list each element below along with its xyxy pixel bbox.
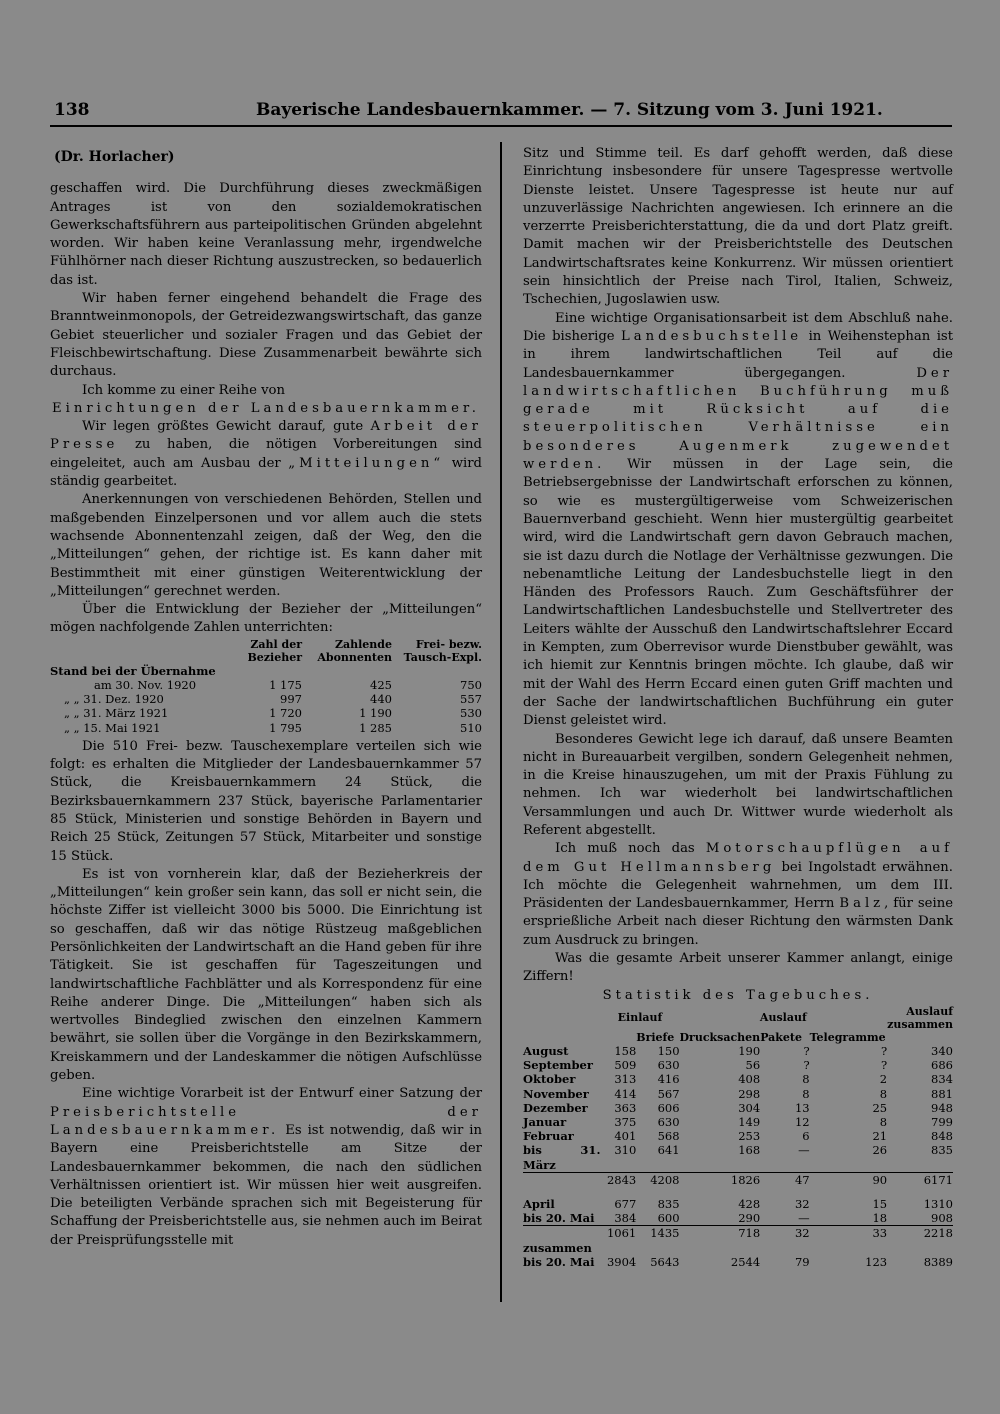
table-row (523, 1211, 953, 1226)
table-cell: ? (803, 1043, 810, 1058)
table-cell: 90 (810, 1172, 887, 1187)
table-cell: 79 (794, 1254, 810, 1269)
table-cell: 12 (794, 1114, 810, 1129)
table-cell: 428 (738, 1196, 761, 1211)
table-cell: ? (803, 1058, 810, 1073)
table-cell: — (798, 1211, 810, 1226)
table-cell: 190 (738, 1043, 761, 1058)
table-cell: 677 (614, 1196, 637, 1211)
table-subheader: Telegramme (809, 1030, 886, 1044)
table-cell: 2 (879, 1072, 888, 1087)
table-cell: 15 (872, 1196, 888, 1211)
table-cell: 408 (738, 1072, 761, 1087)
table-cell: 5643 (650, 1254, 680, 1269)
row-label: September (523, 1058, 593, 1073)
speaker-name: (Dr. Horlacher) (54, 149, 175, 165)
table-cell: 1061 (600, 1226, 636, 1241)
table-title: Statistik des Tagebuches. (602, 987, 874, 1003)
table-cell: 630 (657, 1114, 680, 1129)
table-subheader: Pakete (760, 1030, 802, 1044)
table-cell: 416 (657, 1072, 680, 1087)
table-cell: 509 (614, 1058, 637, 1073)
table-cell: ? (880, 1043, 888, 1058)
section-heading: Einrichtungen der Landesbauernkammer. (52, 400, 480, 416)
table-row (523, 1044, 953, 1058)
table-cell: 168 (738, 1143, 761, 1158)
table-cell: 384 (614, 1211, 637, 1226)
table-subtotal-row (523, 1226, 953, 1241)
table-stub-head: Stand bei der Übernahme (50, 663, 216, 678)
page-number: 138 (54, 100, 90, 120)
table-cell: 150 (657, 1043, 680, 1058)
table-cell: 21 (872, 1129, 888, 1144)
row-label: bis 20. Mai (523, 1211, 595, 1226)
table-cell: 313 (614, 1072, 637, 1087)
table-cell: 375 (614, 1114, 637, 1129)
row-label: August (523, 1043, 569, 1058)
table-cell: 33 (810, 1226, 887, 1241)
table-header: Zahl der Bezieher (247, 637, 302, 664)
table-header: Einlauf (617, 1011, 663, 1025)
table-cell: 1435 (636, 1226, 679, 1241)
paragraph: Ich komme zu einer Reihe von (82, 382, 285, 398)
table-cell: 18 (872, 1211, 888, 1226)
table-cell: 25 (872, 1100, 888, 1115)
row-label: April (523, 1196, 555, 1211)
paragraph: Was die gesamte Arbeit unserer Kammer anlangt, einige Ziffern! (523, 951, 953, 985)
table-cell: 401 (614, 1129, 637, 1144)
table-cell: 948 (931, 1100, 953, 1115)
table-cell: 835 (931, 1143, 953, 1158)
row-label: Januar (523, 1114, 567, 1129)
table-cell: 56 (745, 1058, 761, 1073)
table-cell: 47 (760, 1172, 809, 1187)
row-label (523, 1226, 600, 1241)
table-cell: 32 (760, 1226, 809, 1241)
table-cell: 600 (657, 1211, 680, 1226)
table-cell: 4208 (636, 1172, 679, 1187)
table-cell: 1310 (923, 1196, 953, 1211)
header-rule (50, 125, 952, 127)
table-cell: 26 (872, 1143, 888, 1158)
table-cell: 158 (614, 1043, 637, 1058)
table-cell: — (798, 1143, 810, 1158)
table-cell: 606 (657, 1100, 680, 1115)
paragraph: geschaffen wird. Die Durchführung dieses zweckmäßigen Antrages ist von den sozialdemokratischen Gewerkschaftsführern aus parteipolitischen Gründen abgelehnt worden. Wir haben keine Veranlassung mehr, irgendwelche Fühlhörner nach dieser Richtung auszustrecken, so bedauerlich das ist. (50, 181, 482, 288)
table-header: Auslauf zusammen (887, 1004, 953, 1031)
table-cell: ? (880, 1058, 888, 1073)
running-title: Bayerische Landesbauernkammer. — 7. Sitzung vom 3. Juni 1921. (256, 100, 883, 120)
row-label: Dezember (523, 1100, 588, 1115)
paragraph: Ich muß noch das Motorschaupflügen auf dem Gut Hellmannsberg bei Ingolstadt erwähnen. Ich möchte die Gelegenheit wahrnehmen, um dem III. Präsidenten der Landesbauernkammer, Herrn Balz, für seine ersprießliche Arbeit nach dieser Richtung den wärmsten Dank zum Ausdruck zu bringen. (523, 841, 953, 948)
row-label: November (523, 1086, 589, 1101)
table-row (523, 1087, 953, 1101)
table-cell: 298 (738, 1086, 761, 1101)
paragraph: Wir legen größtes Gewicht darauf, gute Arbeit der Presse zu haben, die nötigen Vorbereitungen sind eingeleitet, auch am Ausbau der „Mitteilungen“ wird ständig gearbeitet. (50, 419, 482, 490)
column-divider (500, 142, 502, 1302)
paragraph: Besonderes Gewicht lege ich darauf, daß unsere Beamten nicht in Bureauarbeit vergilben, sondern Gelegenheit nehmen, in die Kreise hinauszugehen, um mit der Praxis Fühlung zu nehmen. Ich war wiederholt bei landwirtschaftlichen Versammlungen und auch Dr. Wittwer wurde wiederholt als Referent abgestellt. (523, 731, 953, 838)
table-total-row (523, 1255, 953, 1269)
table-cell: 149 (738, 1114, 761, 1129)
table-row (523, 1058, 953, 1072)
paragraph: Anerkennungen von verschiedenen Behörden, Stellen und maßgebenden Einzelpersonen und vor allem auch die stets wachsende Abonnentenzahl zeigen, daß der Weg, den die „Mitteilungen“ gehen, der richtige ist. Es kann daher mit Bestimmtheit mit einer günstigen Weiterentwicklung der „Mitteilungen“ gerechnet werden. (50, 492, 482, 599)
row-label: bis 20. Mai (523, 1254, 595, 1269)
table-row (523, 1197, 953, 1211)
paragraph: Die 510 Frei- bezw. Tauschexemplare verteilen sich wie folgt: es erhalten die Mitglieder der Landesbauernkammer 57 Stück, die Kreisbauernkammern 24 Stück, die Bezirksbauernkammern 237 Stück, bayerische Parlamentarier 85 Stück, Ministerien und sonstige Behörden in Bayern und Reich 25 Stück, Zeitungen 57 Stück, Mitarbeiter und sonstige 15 Stück. (50, 738, 482, 864)
table-row: „ „ 15. Mai 1921 1 795 1 285 510 (64, 720, 482, 735)
table-cell: 2843 (600, 1172, 636, 1187)
table-cell: 834 (931, 1072, 953, 1087)
table-row (523, 1115, 953, 1129)
table-header: Zahlende Abonnenten (317, 637, 392, 664)
table-subtotal-row (523, 1172, 953, 1187)
table-cell: 568 (657, 1129, 680, 1144)
table-cell: 253 (738, 1129, 761, 1144)
table-cell: 8389 (923, 1254, 953, 1269)
table-cell: 835 (657, 1196, 680, 1211)
paragraph: Wir haben ferner eingehend behandelt die Frage des Branntweinmonopols, der Getreidezwangswirtschaft, das ganze Gebiet steuerlicher und sozialer Fragen und das Gebiet der Fleischbewirtschaftung. Diese Zusammenarbeit bewährte sich durchaus. (50, 291, 482, 380)
diary-statistics-table (523, 1005, 953, 1269)
table-cell: 686 (931, 1058, 953, 1073)
table-cell: 304 (738, 1100, 761, 1115)
table-row (523, 1143, 953, 1172)
row-label: Februar (523, 1129, 574, 1144)
subscriber-table (50, 638, 482, 735)
table-header: Frei- bezw. Tausch-Expl. (403, 637, 482, 664)
table-cell: 13 (794, 1100, 810, 1115)
table-row (523, 1101, 953, 1115)
paragraph: Über die Entwicklung der Bezieher der „Mitteilungen“ mögen nachfolgende Zahlen unterrichten: (50, 602, 482, 636)
right-column (523, 145, 953, 1269)
table-cell: 2544 (730, 1254, 761, 1269)
table-subheader: Briefe (636, 1030, 675, 1044)
table-cell: 123 (865, 1254, 888, 1269)
table-cell: 2218 (887, 1226, 953, 1241)
table-cell: 718 (680, 1226, 761, 1241)
table-cell: 8 (802, 1072, 810, 1087)
page-header (50, 100, 952, 124)
table-cell: 908 (931, 1211, 953, 1226)
table-row: „ „ 31. März 1921 1 720 1 190 530 (64, 706, 482, 721)
table-cell: 1826 (680, 1172, 761, 1187)
table-cell: 414 (614, 1086, 637, 1101)
paragraph: Sitz und Stimme teil. Es darf gehofft werden, daß diese Einrichtung insbesondere für unsere Tagespresse wertvolle Dienste leistet. Unsere Tagespresse ist heute nur auf unzuverlässige Nachrichten angewiesen. Ich erinnere an die verzerrte Preisberichterstattung, die da und dort Platz greift. Damit machen wir der Preisberichtstelle des Deutschen Landwirtschaftsrates keine Konkurrenz. Wir müssen orientiert sein hinsichtlich der Preise nach Tirol, Italien, Schweiz, Tschechien, Jugoslawien usw. (523, 146, 953, 308)
table-cell: 340 (931, 1043, 953, 1058)
table-cell: 290 (738, 1211, 761, 1226)
table-cell: 8 (802, 1086, 810, 1101)
table-cell: 8 (879, 1114, 888, 1129)
left-column (50, 145, 482, 1250)
table-cell: 567 (657, 1086, 680, 1101)
table-row: „ „ 31. Dez. 1920 997 440 557 (64, 692, 482, 707)
table-row (523, 1072, 953, 1086)
paragraph: Eine wichtige Organisationsarbeit ist dem Abschluß nahe. Die bisherige Landesbuchstelle in Weihenstephan ist in ihrem landwirtschaftlichen Teil auf die Landesbauernkammer übergegangen. Der landwirtschaftlichen Buchführung muß gerade mit Rücksicht auf die steuerpolitischen Verhältnisse ein besonderes Augenmerk zugewendet werden. Wir müssen in der Lage sein, die Betriebsergebnisse der Landwirtschaft erforschen zu können, so wie es mustergültigerweise vom Schweizerischen Bauernverband geschieht. Wenn hier mustergültig gearbeitet wird, wird die Landwirtschaft gern davon Gebrauch machen, sie ist dazu durch die Notlage der Verhältnisse gezwungen. Die nebenamtliche Leitung der Landesbuchstelle liegt in den Händen des Professors Rauch. Zum Geschäftsführer der Landwirtschaftlichen Landesbuchstelle und Stellvertreter des Leiters wählte der Ausschuß den Landwirtschaftslehrer Eccard in Kempten, zum Oberrevisor wurde Dienstbuber gewählt, was ich hiemit zur Kenntnis bringen möchte. Ich glaube, daß wir mit der Wahl des Herrn Eccard einen guten Griff machten und der Sache der landwirtschaftlichen Buchführung ein guter Dienst geleistet wird. (523, 310, 953, 729)
table-cell: 799 (931, 1114, 953, 1129)
table-subheader: Drucksachen (679, 1030, 761, 1044)
table-row: am 30. Nov. 1920 1 175 425 750 (94, 677, 482, 692)
table-cell: 310 (614, 1143, 637, 1158)
row-label: bis 31. März (523, 1143, 601, 1172)
table-row (523, 1129, 953, 1143)
table-header: Auslauf (759, 1011, 807, 1025)
table-cell: 848 (931, 1129, 953, 1144)
paragraph: Es ist von vornherein klar, daß der Bezieherkreis der „Mitteilungen“ kein großer sein kann, das soll er nicht sein, die höchste Ziffer ist vielleicht 3000 bis 5000. Die Einrichtung ist so geschaffen, daß wir das nötige Rüstzeug maßgeblichen Persönlichkeiten der Landwirtschaft an die Hand geben für ihre Tätigkeit. Sie ist geschaffen für Tageszeitungen und landwirtschaftliche Fachblätter und als Korrespondenz für eine Reihe anderer Dinge. Die „Mitteilungen“ haben sich als wertvolles Bindeglied zwischen den einzelnen Kammern bewährt, sie sollen über die Vorgänge in den Bezirkskammern, Kreiskammern und der Landeskammer die nötigen Aufschlüsse geben. (50, 866, 482, 1084)
table-cell: 32 (794, 1196, 810, 1211)
paragraph: Eine wichtige Vorarbeit ist der Entwurf einer Satzung der Preisberichtstelle der Landesbauernkammer. Es ist notwendig, daß wir in Bayern eine Preisberichtstelle am Sitze der Landesbauernkammer bekommen, die nach den südlichen Verhältnissen orientiert ist. Wir müssen hier weit ausgreifen. Die beteiligten Verbände sprachen sich mit Begeisterung für Schaffung der Preisberichtstelle aus, sie nehmen auch im Beirat der Preisprüfungsstelle mit (50, 1086, 482, 1248)
row-label: Oktober (523, 1072, 576, 1087)
table-cell: 6171 (887, 1172, 953, 1187)
table-cell: 630 (657, 1058, 680, 1073)
table-cell: 6 (802, 1129, 810, 1144)
table-total-label: zusammen (523, 1240, 592, 1255)
table-cell: 363 (614, 1100, 637, 1115)
table-cell: 3904 (606, 1254, 637, 1269)
row-label (523, 1172, 600, 1187)
table-cell: 641 (657, 1143, 680, 1158)
table-cell: 881 (931, 1086, 953, 1101)
table-cell: 8 (879, 1086, 888, 1101)
